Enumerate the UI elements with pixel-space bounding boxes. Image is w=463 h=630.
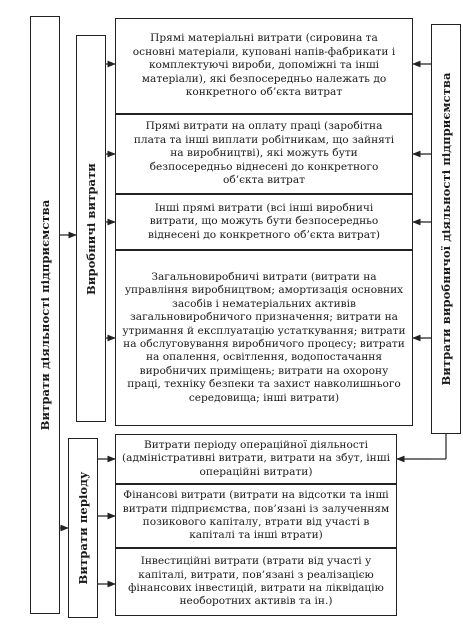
direct-labor-costs-text: Прямі витрати на оплату праці (заробітна плата та інші виплати робітникам, що зайняті на виробництві), які можуть бути безпосередньо віднесені до конкретного об’єкта витрат bbox=[133, 120, 395, 187]
other-direct-costs-text: Інші прямі витрати (всі інші виробничі витрати, що можуть бути безпосередньо віднесені до конкретного об’єкта витрат) bbox=[147, 201, 381, 241]
investment-costs-text: Інвестиційні витрати (втрати від участі у капіталі, витрати, пов’язані з реалізацією фінансових інвестицій, витрати на ліквідацію необоротних активів та ін.) bbox=[128, 555, 384, 608]
direct-material-costs-text: Прямі матеріальні витрати (сировина та основні матеріали, куповані напів-фабрикати і комплектуючі вироби, допоміжні та інші матеріали), які безпосередньо належать до конкретного об’єкта витрат bbox=[132, 32, 396, 99]
outer-expenses-label: Витрати діяльності підприємства bbox=[38, 199, 52, 431]
direct-material-costs-box bbox=[115, 18, 413, 114]
other-direct-costs-box bbox=[115, 194, 413, 250]
production-group-label: Виробничі витрати bbox=[84, 162, 98, 295]
period-group-label: Витрати періоду bbox=[76, 471, 90, 585]
financial-costs-text: Фінансові витрати (витрати на відсотки та інші витрати підприємства, пов’язані із залученням позикового капіталу, втрати від участі в капіталі та інші втрати) bbox=[122, 489, 390, 542]
overhead-costs-text: Загальновиробничі витрати (витрати на управління виробництвом; амортизація основних засобів і нематеріальних активів загальновиробничого призначення; витрати на утримання й експлуатацію устаткування; витрати на обслуговування виробничого процесу; витрати на опалення, освітлення, водопостачання виробничих приміщень; витрати на охорону праці, техніку безпеки та захист навколишнього середовища; інші витрати) bbox=[122, 270, 406, 404]
period-group-box bbox=[68, 438, 98, 618]
direct-labor-costs-box bbox=[115, 114, 413, 194]
production-group-box bbox=[76, 35, 106, 422]
overhead-costs-box bbox=[115, 250, 413, 426]
investment-costs-box bbox=[115, 548, 397, 616]
production-activity-label: Витрати виробничої діяльності підприємства bbox=[439, 72, 453, 386]
financial-costs-box bbox=[115, 484, 397, 548]
operating-period-costs-box bbox=[115, 434, 397, 484]
operating-period-costs-text: Витрати періоду операційної діяльності (адміністративні витрати, витрати на збут, інші операційні витрати) bbox=[122, 438, 390, 478]
outer-expenses-box bbox=[30, 16, 60, 614]
production-activity-box bbox=[431, 24, 461, 434]
